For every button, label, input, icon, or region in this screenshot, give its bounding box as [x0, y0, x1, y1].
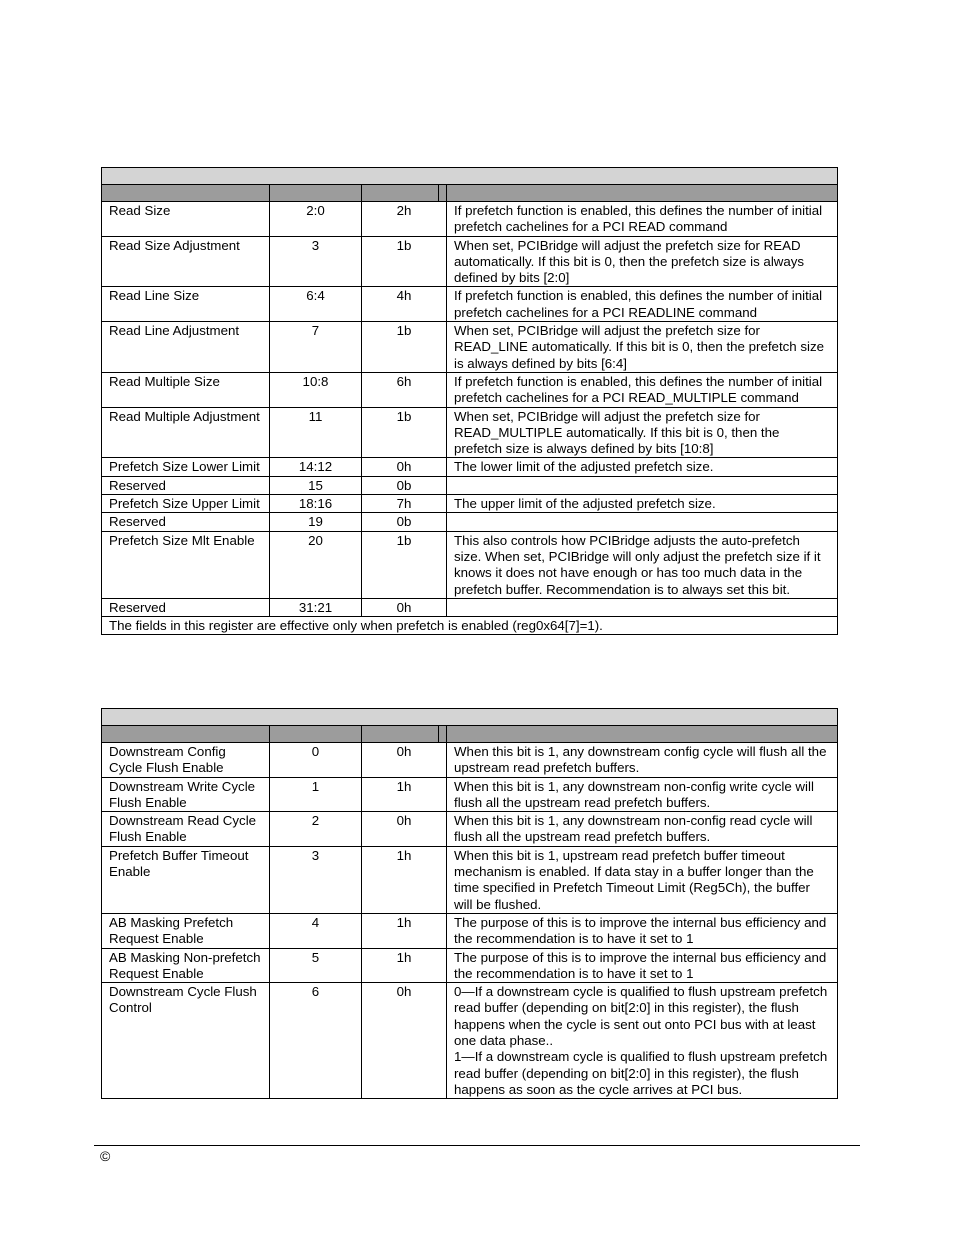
- field-name-cell: Reserved: [102, 513, 270, 531]
- bits-cell: 19: [270, 513, 362, 531]
- default-value-cell: 1b: [362, 236, 447, 287]
- description-text-2: 1—If a downstream cycle is qualified to flush upstream prefetch read buffer (depending on bit[2:0] in this register), the flush happens as soon as the cycle arrives at PCI bus.: [454, 1049, 828, 1097]
- table-note: The fields in this register are effective only when prefetch is enabled (reg0x64[7]=1).: [102, 617, 838, 635]
- field-name-cell: Read Multiple Adjustment: [102, 407, 270, 458]
- table-row: [102, 322, 838, 373]
- description-text: If prefetch function is enabled, this defines the number of initial prefetch cachelines for a PCI READ_MULTIPLE command: [454, 373, 823, 406]
- bits-cell: 2: [270, 812, 362, 847]
- description-text: When set, PCIBridge will adjust the prefetch size for READ_LINE automatically. If this bit is 0, then the prefetch size is always defined by bits [6:4]: [454, 323, 825, 371]
- description-cell: [447, 236, 838, 287]
- copyright-symbol: ©: [100, 1148, 111, 1164]
- description-text: 0—If a downstream cycle is qualified to flush upstream prefetch read buffer (depending on bit[2:0] in this register), the flush happens when the cycle is sent out onto PCI bus with at least one data phase..: [454, 984, 828, 1049]
- bits-cell: 3: [270, 236, 362, 287]
- description-text: When set, PCIBridge will adjust the prefetch size for READ automatically. If this bit is 0, then the prefetch size is always defined by bits [2:0]: [454, 237, 805, 286]
- bits-cell: 1: [270, 777, 362, 812]
- field-name-cell: Read Multiple Size: [102, 372, 270, 407]
- default-value-cell: 4h: [362, 287, 447, 322]
- bits-cell: 4: [270, 913, 362, 948]
- table-row: [102, 372, 838, 407]
- field-name-cell: Downstream Cycle Flush Control: [102, 983, 270, 1099]
- default-value-cell: 1h: [362, 777, 447, 812]
- default-value-cell: 1h: [362, 913, 447, 948]
- table-row: [102, 743, 838, 778]
- description-cell: [447, 287, 838, 322]
- description-text: The lower limit of the adjusted prefetch size.: [454, 459, 714, 475]
- field-name-cell: AB Masking Prefetch Request Enable: [102, 913, 270, 948]
- description-cell: [447, 458, 838, 476]
- description-text: The upper limit of the adjusted prefetch size.: [454, 496, 716, 512]
- description-text: When this bit is 1, any downstream non-config write cycle will flush all the upstream read prefetch buffers.: [454, 778, 814, 810]
- bits-cell: 14:12: [270, 458, 362, 476]
- description-cell: [447, 202, 838, 237]
- description-text: The purpose of this is to improve the internal bus efficiency and the recommendation is to have it set to 1: [454, 914, 827, 947]
- bits-cell: 6: [270, 983, 362, 1099]
- default-value-cell: 6h: [362, 372, 447, 407]
- default-value-cell: 0h: [362, 598, 447, 616]
- table-row: [102, 983, 838, 1099]
- description-text: When set, PCIBridge will adjust the prefetch size for READ_MULTIPLE automatically. If this bit is 0, then the prefetch size is always defined by bits [10:8]: [454, 408, 780, 457]
- description-text: When this bit is 1, any downstream config cycle will flush all the upstream read prefetch buffers.: [454, 744, 827, 776]
- field-name-cell: Reserved: [102, 598, 270, 616]
- table-header-row: [102, 726, 838, 743]
- description-cell: [447, 372, 838, 407]
- table-note-row: [102, 617, 838, 635]
- field-name-cell: Read Line Adjustment: [102, 322, 270, 373]
- bits-cell: 5: [270, 948, 362, 983]
- bits-cell: 31:21: [270, 598, 362, 616]
- table-row: [102, 458, 838, 476]
- register-table-flush-control: [101, 708, 838, 1099]
- bits-cell: 7: [270, 322, 362, 373]
- description-cell: [447, 476, 838, 494]
- description-text: When this bit is 1, upstream read prefetch buffer timeout mechanism is enabled. If data stay in a buffer longer than the time specified in Prefetch Timeout Limit (Reg5Ch), the buffer will be flushed.: [454, 847, 814, 912]
- bits-cell: 10:8: [270, 372, 362, 407]
- description-text: If prefetch function is enabled, this defines the number of initial prefetch cachelines for a PCI READ command: [454, 203, 823, 235]
- table-row: [102, 202, 838, 237]
- table-row: [102, 513, 838, 531]
- field-name-cell: Prefetch Size Mlt Enable: [102, 531, 270, 598]
- footer-rule: [94, 1145, 860, 1146]
- description-cell: [447, 513, 838, 531]
- field-name-cell: Reserved: [102, 476, 270, 494]
- field-name-cell: Downstream Read Cycle Flush Enable: [102, 812, 270, 847]
- table-row: [102, 407, 838, 458]
- default-value-cell: 1h: [362, 846, 447, 913]
- table-row: [102, 846, 838, 913]
- description-cell: [447, 983, 838, 1099]
- table-row: [102, 598, 838, 616]
- field-name-cell: AB Masking Non-prefetch Request Enable: [102, 948, 270, 983]
- description-text: The purpose of this is to improve the internal bus efficiency and the recommendation is to have it set to 1: [454, 949, 827, 981]
- description-cell: [447, 846, 838, 913]
- register-table-prefetch-control: [101, 167, 838, 635]
- description-cell: [447, 777, 838, 812]
- description-cell: [447, 743, 838, 778]
- default-value-cell: 1b: [362, 322, 447, 373]
- field-name-cell: Downstream Config Cycle Flush Enable: [102, 743, 270, 778]
- description-text: When this bit is 1, any downstream non-config read cycle will flush all the upstream read prefetch buffers.: [454, 813, 813, 845]
- description-text: If prefetch function is enabled, this defines the number of initial prefetch cachelines for a PCI READLINE command: [454, 288, 823, 320]
- description-cell: [447, 812, 838, 847]
- default-value-cell: 7h: [362, 495, 447, 513]
- field-name-cell: Read Size: [102, 202, 270, 237]
- table-title-bar: [102, 168, 838, 185]
- bits-cell: 15: [270, 476, 362, 494]
- description-cell: [447, 948, 838, 983]
- bits-cell: 3: [270, 846, 362, 913]
- description-text: This also controls how PCIBridge adjusts the auto-prefetch size. When set, PCIBridge will only adjust the prefetch size if it knows it does not have enough or has too much data in the prefetch buffer. Recommendation is to always set this bit.: [454, 532, 821, 597]
- table-row: [102, 531, 838, 598]
- bits-cell: 20: [270, 531, 362, 598]
- default-value-cell: 2h: [362, 202, 447, 237]
- bits-cell: 6:4: [270, 287, 362, 322]
- field-name-cell: Read Size Adjustment: [102, 236, 270, 287]
- table-title-bar: [102, 709, 838, 726]
- table-row: [102, 913, 838, 948]
- bits-cell: 18:16: [270, 495, 362, 513]
- description-cell: [447, 322, 838, 373]
- table-row: [102, 812, 838, 847]
- default-value-cell: 1b: [362, 531, 447, 598]
- bits-cell: 2:0: [270, 202, 362, 237]
- table-row: [102, 777, 838, 812]
- default-value-cell: 0h: [362, 983, 447, 1099]
- table-row: [102, 287, 838, 322]
- description-cell: [447, 913, 838, 948]
- description-cell: [447, 598, 838, 616]
- table-row: [102, 495, 838, 513]
- default-value-cell: 1b: [362, 407, 447, 458]
- default-value-cell: 0h: [362, 812, 447, 847]
- default-value-cell: 0b: [362, 476, 447, 494]
- description-cell: [447, 531, 838, 598]
- bits-cell: 0: [270, 743, 362, 778]
- table-row: [102, 948, 838, 983]
- table-header-row: [102, 185, 838, 202]
- field-name-cell: Prefetch Buffer Timeout Enable: [102, 846, 270, 913]
- table-row: [102, 476, 838, 494]
- default-value-cell: 0h: [362, 458, 447, 476]
- field-name-cell: Downstream Write Cycle Flush Enable: [102, 777, 270, 812]
- field-name-cell: Prefetch Size Upper Limit: [102, 495, 270, 513]
- default-value-cell: 1h: [362, 948, 447, 983]
- description-cell: [447, 407, 838, 458]
- field-name-cell: Prefetch Size Lower Limit: [102, 458, 270, 476]
- bits-cell: 11: [270, 407, 362, 458]
- table-row: [102, 236, 838, 287]
- default-value-cell: 0b: [362, 513, 447, 531]
- description-cell: [447, 495, 838, 513]
- field-name-cell: Read Line Size: [102, 287, 270, 322]
- default-value-cell: 0h: [362, 743, 447, 778]
